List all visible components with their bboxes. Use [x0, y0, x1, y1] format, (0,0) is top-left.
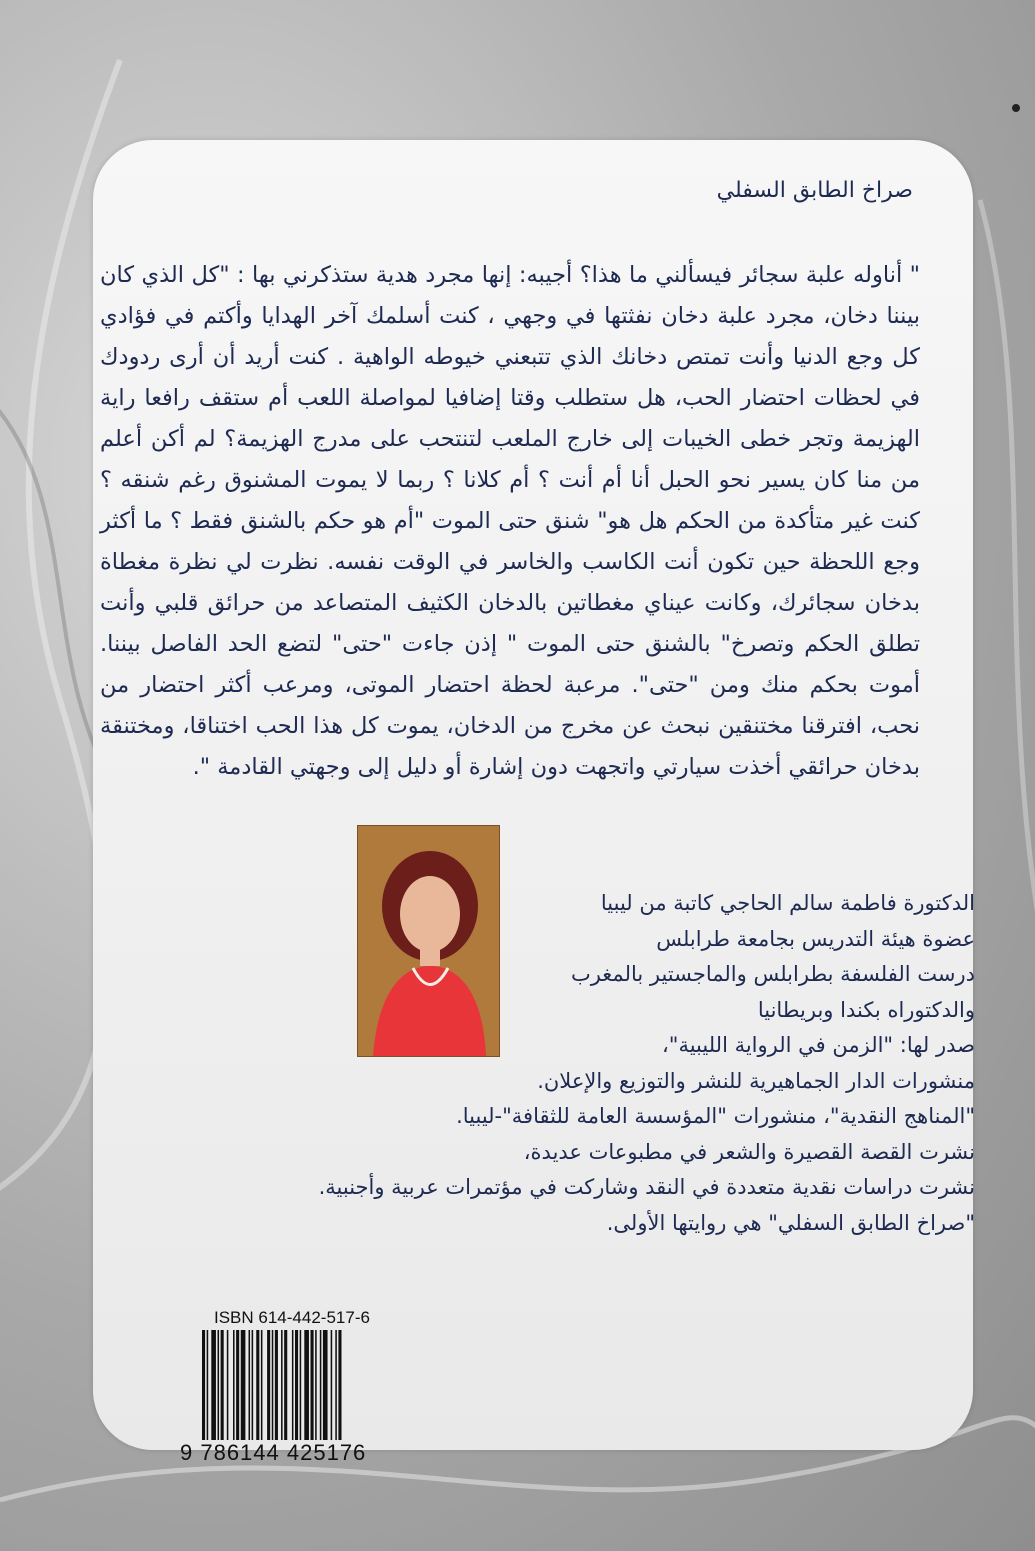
bio-line: صدر لها: "الزمن في الرواية الليبية"، [662, 1033, 975, 1057]
barcode-bar [272, 1330, 274, 1440]
barcode-bar [267, 1330, 270, 1440]
barcode-bar [252, 1330, 254, 1440]
barcode-bar [284, 1330, 287, 1440]
barcode-bar [202, 1330, 205, 1440]
bio-line: نشرت القصة القصيرة والشعر في مطبوعات عديدة، [523, 1139, 975, 1164]
barcode-bar [292, 1330, 294, 1440]
barcode-bar [261, 1330, 263, 1440]
bio-line: "صراخ الطابق السفلي" هي روايتها الأولى. [606, 1210, 975, 1235]
barcode-bar [241, 1330, 246, 1440]
bio-line: منشورات الدار الجماهيرية للنشر والتوزيع والإعلان. [537, 1068, 975, 1093]
bio-line: والدكتوراه بكندا وبريطانيا [757, 997, 975, 1022]
barcode-bar [311, 1330, 314, 1440]
barcode-bar [218, 1330, 220, 1440]
author-bio [155, 886, 975, 1241]
corner-dot [1012, 104, 1020, 112]
barcode-bar [233, 1330, 235, 1440]
barcode-bar [227, 1330, 229, 1440]
bio-line: الدكتورة فاطمة سالم الحاجي كاتبة من ليبيا [600, 891, 975, 915]
book-excerpt: " أناوله علبة سجائر فيسألني ما هذا؟ أجيبه: إنها مجرد هدية ستذكرني بها : "كل الذي كان بيننا دخان، مجرد علبة دخان نفثتها في وجهي ، كنت أسلمك آخر الهدايا وأكتم في فؤادي كل وجع الدنيا وأنت تمتص دخانك الذي تتبعني خيوطه الواهية . كنت أريد أن أرى ردودك في لحظات احتضار الحب، هل ستطلب وقتا إضافيا لمواصلة اللعب أم ستقف رافعا راية الهزيمة وتجر خطى الخيبات إلى خارج الملعب لتنتحب على مدرج الهزيمة؟ لم أكن أعلم من منا كان يسير نحو الحبل أنا أم أنت ؟ أم كلانا ؟ ربما لا يموت المشنوق رغم شنقه ؟ كنت غير متأكدة من الحكم هل هو" شنق حتى الموت "أم هو حكم بالشنق فقط ؟ ما أكثر وجع اللحظة حين تكون أنت الكاسب والخاسر في الوقت نفسه. نظرت لي نظرة مغطاة بدخان سجائرك، وكانت عيناي مغطاتين بالدخان الكثيف المتصاعد من حرائق قلبي وأنت تطلق الحكم وتصرخ" بالشنق حتى الموت " إذن جاءت "حتى" لتضع الحد الفاصل بيننا. أموت بحكم منك ومن "حتى". مرعبة لحظة احتضار الموتى، ومرعب أكثر احتضار من نحب، افترقنا مختنقين نبحث عن مخرج من الدخان، يموت كل هذا الحب اختناقا، ومختنقة بدخان حرائقي أخذت سيارتي واتجهت دون إشارة أو دليل إلى وجهتي القادمة ". [100, 262, 920, 780]
bio-line: عضوة هيئة التدريس بجامعة طرابلس [656, 926, 975, 951]
barcode-bar [315, 1330, 317, 1440]
barcode-bar [323, 1330, 328, 1440]
barcode-bar [331, 1330, 333, 1440]
bio-line: "المناهج النقدية"، منشورات "المؤسسة العامة للثقافة"-ليبيا. [456, 1104, 975, 1128]
book-title: صراخ الطابق السفلي [716, 178, 913, 203]
barcode-bar [281, 1330, 283, 1440]
bio-line: نشرت دراسات نقدية متعددة في النقد وشاركت في مؤتمرات عربية وأجنبية. [318, 1175, 975, 1199]
isbn-label: ISBN 614-442-517-6 [214, 1308, 370, 1327]
bio-line: درست الفلسفة بطرابلس والماجستير بالمغرب [570, 962, 975, 986]
barcode-bar [256, 1330, 259, 1440]
barcode-bar [295, 1330, 298, 1440]
barcode-bar [275, 1330, 278, 1440]
barcode-bar [300, 1330, 302, 1440]
barcode-digits: 9 786144 425176 [180, 1440, 367, 1465]
barcode-bar [338, 1330, 341, 1440]
barcode-bar [236, 1330, 239, 1440]
barcode [200, 1330, 400, 1440]
barcode-bar [320, 1330, 322, 1440]
barcode-bar [221, 1330, 224, 1440]
barcode-bar [211, 1330, 216, 1440]
barcode-bar [304, 1330, 309, 1440]
barcode-bar [249, 1330, 251, 1440]
barcode-bar [335, 1330, 337, 1440]
barcode-bar [207, 1330, 209, 1440]
